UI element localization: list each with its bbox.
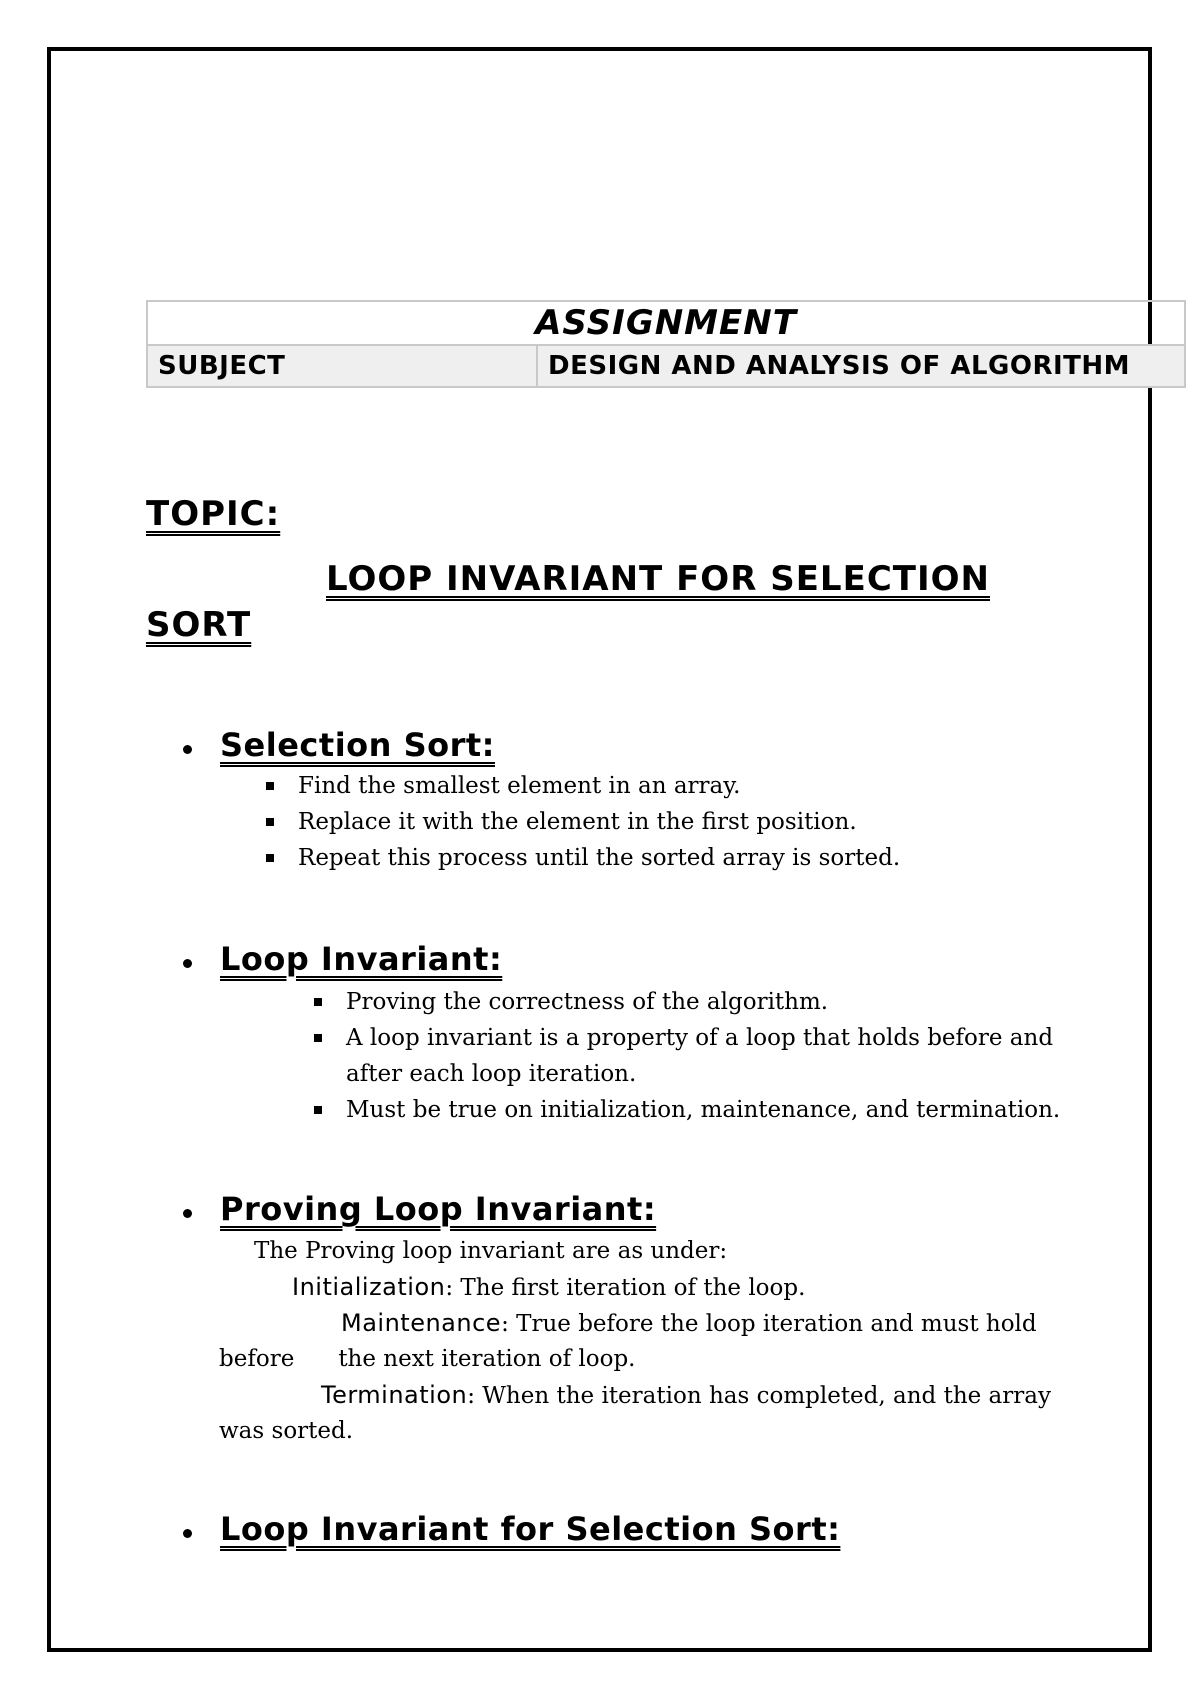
section-loop-invariant	[183, 940, 502, 978]
list-item-text: after each loop iteration.	[346, 1061, 637, 1087]
section-heading: Proving Loop Invariant:	[220, 1190, 657, 1228]
termination-term: Termination	[321, 1381, 468, 1409]
list-item-text: Must be true on initialization, maintenance, and termination.	[346, 1097, 1061, 1123]
topic-label: TOPIC:	[146, 494, 281, 534]
topic-title	[146, 556, 1046, 648]
section-proving-loop-invariant	[183, 1190, 656, 1228]
bullet-dot-icon	[183, 745, 192, 754]
maintenance-cont-b: the next iteration of loop.	[338, 1346, 636, 1372]
square-bullet-icon	[266, 782, 274, 790]
section-heading: Loop Invariant for Selection Sort:	[220, 1510, 841, 1548]
list-item-text: Proving the correctness of the algorithm.	[346, 989, 829, 1015]
list-item-text: Repeat this process until the sorted array is sorted.	[298, 845, 901, 871]
assignment-header-table	[146, 300, 1186, 388]
proving-intro: The Proving loop invariant are as under:	[254, 1238, 728, 1264]
initialization-line	[292, 1269, 805, 1306]
section-heading: Selection Sort:	[220, 726, 495, 764]
initialization-term: Initialization	[292, 1273, 446, 1301]
square-bullet-icon	[314, 998, 322, 1006]
maintenance-text: : True before the loop iteration and must hold	[501, 1311, 1037, 1337]
termination-line	[321, 1377, 1051, 1414]
bullet-dot-icon	[183, 959, 192, 968]
section-selection-sort	[183, 726, 495, 764]
square-bullet-icon	[266, 818, 274, 826]
maintenance-continuation	[219, 1341, 635, 1377]
square-bullet-icon	[314, 1034, 322, 1042]
square-bullet-icon	[314, 1106, 322, 1114]
subject-value: DESIGN AND ANALYSIS OF ALGORITHM	[537, 345, 1185, 387]
list-item-text: Replace it with the element in the first position.	[298, 809, 857, 835]
maintenance-cont-a: before	[219, 1346, 295, 1372]
initialization-text: : The first iteration of the loop.	[445, 1275, 806, 1301]
list-item-text: Find the smallest element in an array.	[298, 773, 741, 799]
section-loop-invariant-selection-sort	[183, 1510, 840, 1548]
bullet-dot-icon	[183, 1209, 192, 1218]
termination-continuation: was sorted.	[219, 1418, 354, 1444]
topic-title-text: LOOP INVARIANT FOR SELECTION SORT	[146, 559, 990, 645]
list-item-text: A loop invariant is a property of a loop that holds before and	[346, 1025, 1054, 1051]
bullet-dot-icon	[183, 1529, 192, 1538]
assignment-title: ASSIGNMENT	[147, 301, 1185, 345]
subject-label: SUBJECT	[147, 345, 537, 387]
maintenance-line	[341, 1305, 1037, 1342]
section-heading: Loop Invariant:	[220, 940, 503, 978]
termination-text: : When the iteration has completed, and the array	[467, 1383, 1051, 1409]
maintenance-term: Maintenance	[341, 1309, 502, 1337]
square-bullet-icon	[266, 854, 274, 862]
